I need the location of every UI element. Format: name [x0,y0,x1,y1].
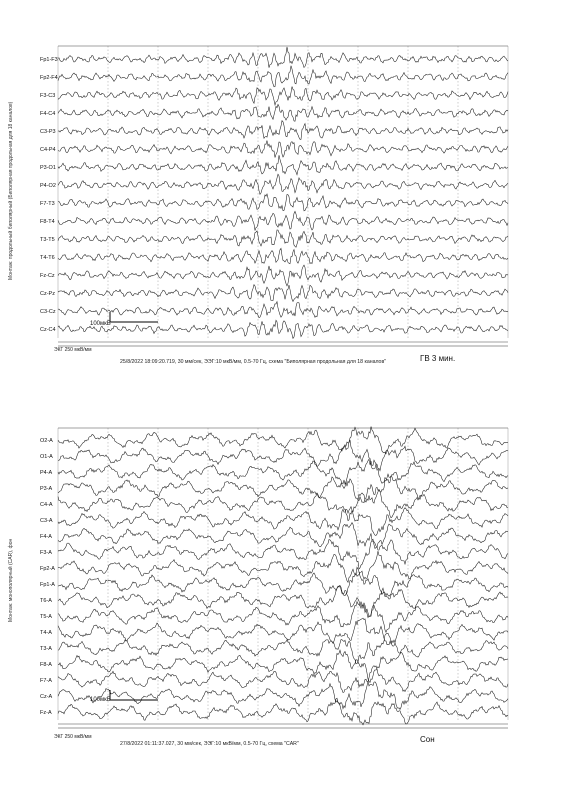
eeg-trace [58,585,508,616]
calibration-label-top: 100мкВ [90,321,111,327]
channel-label: T6-A [40,598,52,604]
eeg-trace [58,490,508,521]
channel-label: C3-Cz [40,309,56,315]
channel-label: T3-A [40,646,52,652]
channel-label: T4-T6 [40,255,55,261]
eeg-trace [58,698,508,725]
eeg-trace [58,650,508,682]
eeg-trace [58,104,508,121]
channel-label: P4-O2 [40,183,56,189]
eeg-trace [58,248,508,263]
channel-label: O2-A [40,438,53,444]
channel-label: Fp2-A [40,566,55,572]
eeg-trace [58,666,508,693]
recording-info-bottom: 27/8/2022 01:11:37.027, 30 мм/сек, ЭЭГ:10 мкВ/мм, 0.5-70 Гц, схема "CAR" [120,741,299,747]
eeg-trace [58,66,508,87]
channel-label: C3-P3 [40,129,56,135]
recording-info-top: 25/8/2022 18:09:20.719, 30 мм/сек, ЭЭГ:10 мкВ/мм, 0.5-70 Гц, схема "Биполярная продольная для 18 каналов" [120,359,387,365]
channel-label: Cz-Pz [40,291,55,297]
eeg-trace [58,523,508,549]
calibration-bracket [110,690,158,700]
eeg-trace [58,681,508,709]
channel-label: F3-C3 [40,93,56,99]
event-tag-bottom: Сон [420,735,435,744]
eeg-trace [58,551,508,582]
eeg-trace [58,194,508,211]
eeg-trace [58,265,508,286]
montage-label-top: Монтаж: продольный биполярный (Биполярная продольная для 18 каналов) [8,101,14,280]
channel-label: Fz-Cz [40,273,55,279]
channel-label: C4-P4 [40,147,56,153]
eeg-trace [58,633,508,664]
channel-label: F7-A [40,678,52,684]
channel-label: Fp1-F3 [40,57,58,63]
channel-label: F7-T3 [40,201,55,207]
channel-label: T3-T5 [40,237,55,243]
eeg-trace [58,87,508,105]
eeg-trace [58,230,508,247]
ekg-label-bottom: ЭКГ 250 мкВ/мм [54,734,92,740]
eeg-trace [58,47,508,68]
eeg-trace [58,121,508,140]
eeg-trace [58,302,508,318]
eeg-trace [58,155,508,175]
eeg-trace [58,141,508,158]
ekg-label-top: ЭКГ 250 мкВ/мм [54,347,92,353]
channel-label: Fp1-A [40,582,55,588]
eeg-trace [58,211,508,230]
eeg-panel-bottom [8,422,512,752]
channel-label: T4-A [40,630,52,636]
channel-label: F4-A [40,534,52,540]
channel-label: T5-A [40,614,52,620]
calibration-label-bottom: 100мкВ [90,697,111,703]
eeg-trace [58,320,508,338]
eeg-trace [58,507,508,536]
channel-label: Fp2-F4 [40,75,58,81]
eeg-panel-top [8,40,512,370]
eeg-trace [58,567,508,596]
eeg-trace [58,540,508,569]
channel-label: C3-A [40,518,53,524]
montage-label-bottom: Монтаж: монополярный (CAR), фон [8,538,14,622]
eeg-trace [58,474,508,503]
eeg-trace [58,285,508,302]
channel-label: P3-A [40,486,53,492]
channel-label: F8-T4 [40,219,55,225]
channel-label: O1-A [40,454,53,460]
channel-label: C4-A [40,502,53,508]
channel-label: F8-A [40,662,52,668]
event-tag-top: ГВ 3 мин. [420,354,456,363]
channel-label: F4-C4 [40,111,56,117]
channel-label: Cz-A [40,694,53,700]
channel-label: P4-A [40,470,53,476]
channel-label: P3-O1 [40,165,56,171]
eeg-trace [58,602,508,633]
eeg-trace [58,174,508,194]
channel-label: Cz-C4 [40,327,56,333]
eeg-trace [58,427,508,454]
eeg-trace [58,459,508,488]
calibration-bracket [110,312,158,322]
channel-label: F3-A [40,550,52,556]
channel-label: Fz-A [40,710,52,716]
